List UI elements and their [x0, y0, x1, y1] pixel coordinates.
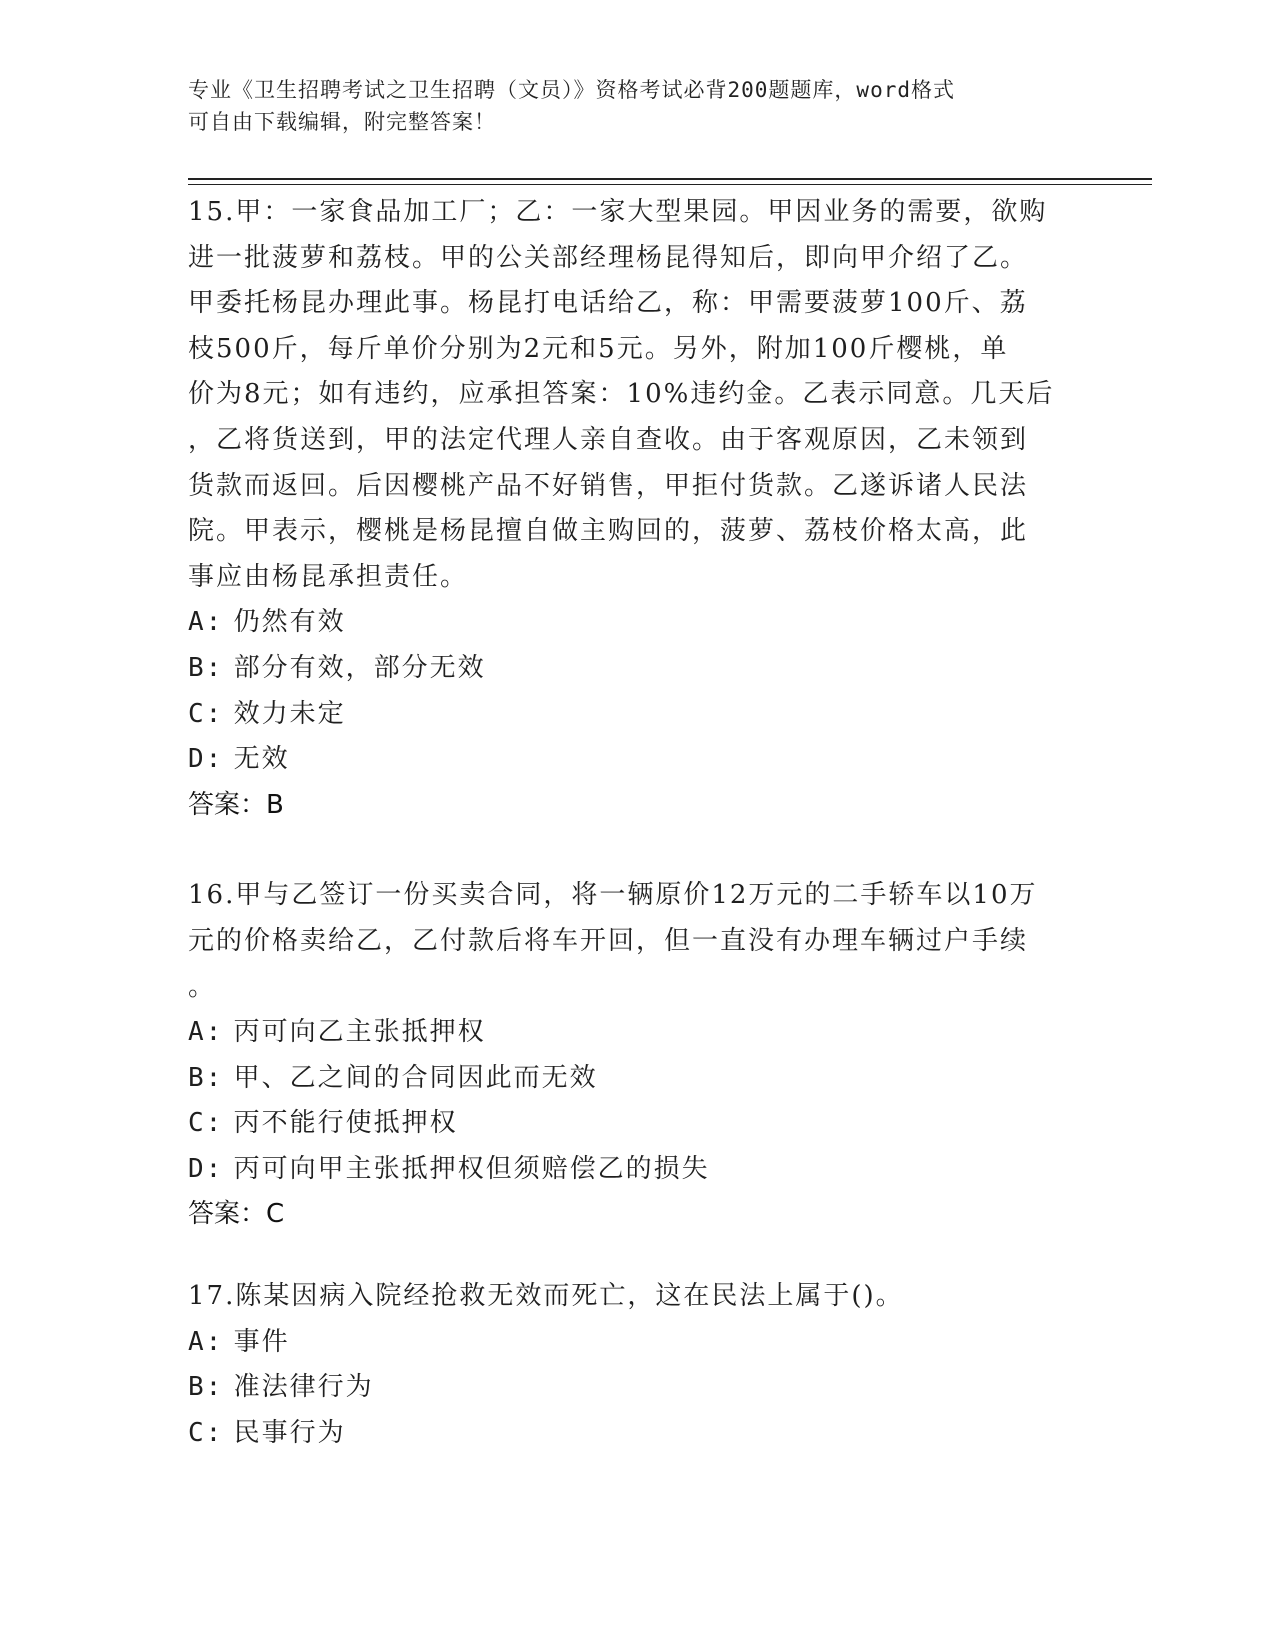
answer-text: 答案：B	[188, 789, 284, 820]
option-text: 效力未定	[233, 698, 346, 729]
option-text: 部分有效，部分无效	[233, 652, 486, 683]
question-spacer	[188, 1238, 1088, 1274]
header-line-1: 专业《卫生招聘考试之卫生招聘（文员）》资格考试必背200题题库，word格式	[188, 78, 955, 102]
option-key: A:	[188, 607, 224, 638]
question-text-line: 院。甲表示，樱桃是杨昆擅自做主购回的，菠萝、荔枝价格太高，此	[188, 516, 1029, 547]
option-key: A:	[188, 1017, 224, 1048]
option-c	[188, 1411, 1088, 1457]
option-d	[188, 737, 1088, 783]
option-text: 准法律行为	[233, 1372, 374, 1403]
document-header	[188, 74, 1068, 138]
question-list	[188, 190, 1088, 1456]
question-text-line: 枝500斤，每斤单价分别为2元和5元。另外，附加100斤樱桃，单	[188, 333, 1009, 364]
option-text: 丙可向乙主张抵押权	[233, 1017, 486, 1048]
option-text: 丙不能行使抵押权	[233, 1108, 458, 1139]
question-15	[188, 190, 1088, 828]
question-text-line: ，乙将货送到，甲的法定代理人亲自查收。由于客观原因，乙未领到	[188, 424, 1029, 455]
question-text-line: 16.甲与乙签订一份买卖合同，将一辆原价12万元的二手轿车以10万	[188, 880, 1038, 911]
question-text-line: 17.陈某因病入院经抢救无效而死亡，这在民法上属于()。	[188, 1281, 904, 1312]
question-text-line: 货款而返回。后因樱桃产品不好销售，甲拒付货款。乙遂诉诸人民法	[188, 470, 1029, 501]
option-text: 仍然有效	[233, 607, 346, 638]
question-text-line: 15.甲：一家食品加工厂；乙：一家大型果园。甲因业务的需要，欲购	[188, 197, 1048, 227]
option-key: D:	[188, 744, 224, 775]
header-rule-thick	[188, 178, 1152, 180]
option-key: C:	[188, 1108, 224, 1139]
option-a	[188, 600, 1088, 646]
question-text-line: 事应由杨昆承担责任。	[188, 561, 469, 592]
header-line-2: 可自由下载编辑，附完整答案！	[188, 110, 496, 134]
option-key: B:	[188, 1372, 224, 1403]
option-text: 民事行为	[233, 1417, 346, 1448]
question-text-line: 甲委托杨昆办理此事。杨昆打电话给乙，称：甲需要菠萝100斤、荔	[188, 288, 1028, 319]
option-text: 无效	[233, 744, 290, 775]
option-text: 甲、乙之间的合同因此而无效	[233, 1062, 598, 1093]
question-text-line: 。	[188, 971, 217, 1002]
option-key: C:	[188, 1417, 224, 1448]
option-c	[188, 1101, 1088, 1147]
option-a	[188, 1010, 1088, 1056]
question-17	[188, 1274, 1088, 1456]
option-key: D:	[188, 1153, 224, 1184]
option-b	[188, 1365, 1088, 1411]
question-16	[188, 873, 1088, 1238]
option-key: B:	[188, 1062, 224, 1093]
option-a	[188, 1320, 1088, 1366]
option-d	[188, 1147, 1088, 1193]
header-rule-thin	[188, 184, 1152, 185]
question-text-line: 元的价格卖给乙，乙付款后将车开回，但一直没有办理车辆过户手续	[188, 925, 1029, 956]
question-spacer	[188, 828, 1088, 873]
answer-text: 答案：C	[188, 1199, 285, 1230]
question-text-line: 价为8元；如有违约，应承担答案：10%违约金。乙表示同意。几天后	[188, 379, 1055, 410]
option-b	[188, 646, 1088, 692]
question-text-line: 进一批菠萝和荔枝。甲的公关部经理杨昆得知后，即向甲介绍了乙。	[188, 242, 1029, 273]
option-text: 事件	[233, 1326, 290, 1357]
option-key: C:	[188, 698, 224, 729]
option-c	[188, 692, 1088, 738]
option-text: 丙可向甲主张抵押权但须赔偿乙的损失	[233, 1153, 710, 1184]
option-key: A:	[188, 1326, 224, 1357]
option-key: B:	[188, 652, 224, 683]
option-b	[188, 1056, 1088, 1102]
